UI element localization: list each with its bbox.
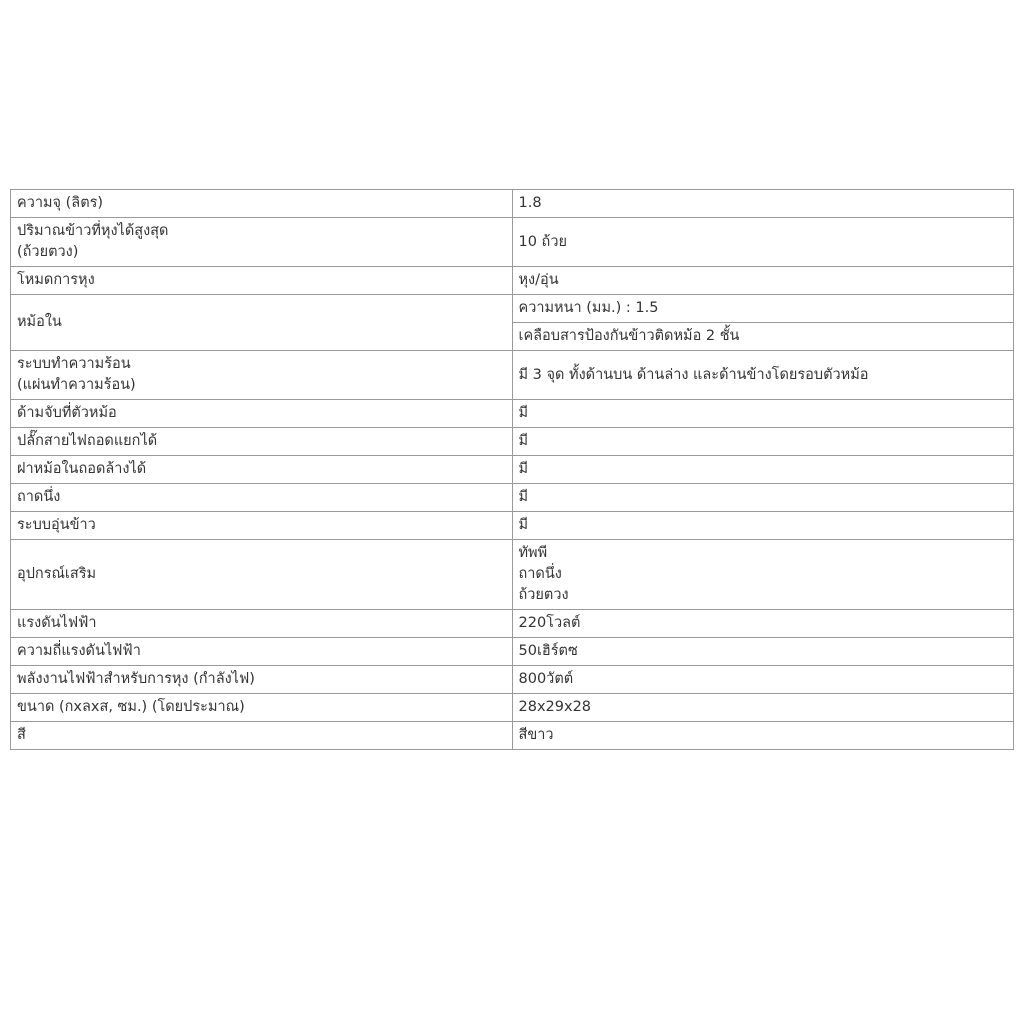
spec-value-cell <box>512 694 1014 722</box>
spec-value-text: 220โวลต์ <box>518 615 581 631</box>
spec-table-body <box>11 190 1014 750</box>
spec-label-cell <box>11 190 513 218</box>
spec-value-cell <box>512 428 1014 456</box>
spec-row <box>11 694 1014 722</box>
spec-row <box>11 428 1014 456</box>
spec-value-text: ถาดนึ่ง <box>518 566 562 582</box>
spec-row <box>11 400 1014 428</box>
spec-label-text: ขนาด (กxลxส, ซม.) (โดยประมาณ) <box>17 699 245 715</box>
spec-row <box>11 484 1014 512</box>
spec-value-text: มี 3 จุด ทั้งด้านบน ด้านล่าง และด้านข้างโดยรอบตัวหม้อ <box>518 366 869 383</box>
spec-label-cell <box>11 484 513 512</box>
spec-label-text: สี <box>17 727 26 743</box>
spec-value-cell <box>512 638 1014 666</box>
spec-row <box>11 218 1014 267</box>
spec-row <box>11 722 1014 750</box>
spec-table <box>10 189 1014 750</box>
spec-value-text: ความหนา (มม.) : 1.5 <box>518 300 659 316</box>
spec-label-cell <box>11 428 513 456</box>
spec-row <box>11 267 1014 295</box>
spec-label-text: (ถ้วยตวง) <box>17 244 79 260</box>
spec-label-cell <box>11 351 513 400</box>
spec-value-text: สีขาว <box>518 727 554 743</box>
spec-value-cell <box>512 484 1014 512</box>
spec-value-cell <box>512 610 1014 638</box>
spec-value-text: 50เฮิร์ตซ <box>518 643 578 659</box>
spec-label-text: ถาดนึ่ง <box>17 489 61 505</box>
spec-value-cell <box>512 218 1014 267</box>
spec-value-cell <box>512 295 1014 323</box>
spec-value-text: มี <box>518 405 529 421</box>
spec-value-cell <box>512 400 1014 428</box>
spec-label-text: แรงดันไฟฟ้า <box>17 615 97 631</box>
spec-row <box>11 295 1014 323</box>
spec-label-text: ปลั๊กสายไฟถอดแยกได้ <box>17 433 158 449</box>
spec-row <box>11 456 1014 484</box>
spec-label-text: โหมดการหุง <box>17 272 95 288</box>
spec-label-cell <box>11 400 513 428</box>
spec-label-cell <box>11 512 513 540</box>
spec-value-cell <box>512 512 1014 540</box>
spec-row <box>11 540 1014 610</box>
spec-value-text: 10 ถ้วย <box>518 233 567 250</box>
spec-label-text: ความจุ (ลิตร) <box>17 195 104 211</box>
spec-label-text: ปริมาณข้าวที่หุงได้สูงสุด <box>17 223 169 239</box>
spec-value-cell <box>512 351 1014 400</box>
spec-value-text: 800วัตต์ <box>518 671 574 687</box>
spec-value-text: มี <box>518 489 529 505</box>
spec-value-cell <box>512 267 1014 295</box>
spec-label-cell <box>11 218 513 267</box>
spec-label-cell <box>11 540 513 610</box>
spec-label-text: พลังงานไฟฟ้าสำหรับการหุง (กำลังไฟ) <box>17 671 255 687</box>
spec-row <box>11 190 1014 218</box>
spec-value-cell <box>512 540 1014 610</box>
spec-value-text: ถ้วยตวง <box>518 587 569 603</box>
spec-label-cell <box>11 456 513 484</box>
spec-row <box>11 638 1014 666</box>
spec-value-text: เคลือบสารป้องกันข้าวติดหม้อ 2 ชั้น <box>518 328 740 344</box>
spec-value-text: มี <box>518 517 529 533</box>
spec-value-text: มี <box>518 461 529 477</box>
spec-label-text: ระบบอุ่นข้าว <box>17 517 96 533</box>
spec-label-cell <box>11 638 513 666</box>
spec-row <box>11 610 1014 638</box>
spec-label-cell <box>11 722 513 750</box>
spec-label-cell <box>11 610 513 638</box>
spec-value-text: มี <box>518 433 529 449</box>
spec-row <box>11 351 1014 400</box>
spec-label-text: ความถี่แรงดันไฟฟ้า <box>17 643 141 659</box>
spec-label-text: (แผ่นทำความร้อน) <box>17 377 136 393</box>
spec-label-cell <box>11 666 513 694</box>
spec-value-cell <box>512 722 1014 750</box>
spec-label-cell <box>11 267 513 295</box>
spec-table-container <box>10 189 1014 750</box>
spec-value-cell <box>512 666 1014 694</box>
spec-value-text: หุง/อุ่น <box>518 272 559 288</box>
spec-label-text: ฝาหม้อในถอดล้างได้ <box>17 461 147 477</box>
spec-label-text: ระบบทำความร้อน <box>17 356 131 372</box>
spec-label-cell <box>11 694 513 722</box>
spec-row <box>11 512 1014 540</box>
spec-label-text: หม้อใน <box>17 314 62 330</box>
spec-label-text: อุปกรณ์เสริม <box>17 566 97 582</box>
spec-value-cell <box>512 190 1014 218</box>
spec-label-cell <box>11 295 513 351</box>
spec-value-cell <box>512 456 1014 484</box>
spec-value-text: ทัพพี <box>518 545 548 561</box>
spec-value-cell <box>512 323 1014 351</box>
spec-value-text: 28x29x28 <box>518 699 592 715</box>
spec-label-text: ด้ามจับที่ตัวหม้อ <box>17 405 117 421</box>
spec-value-text: 1.8 <box>518 195 542 211</box>
spec-row <box>11 666 1014 694</box>
